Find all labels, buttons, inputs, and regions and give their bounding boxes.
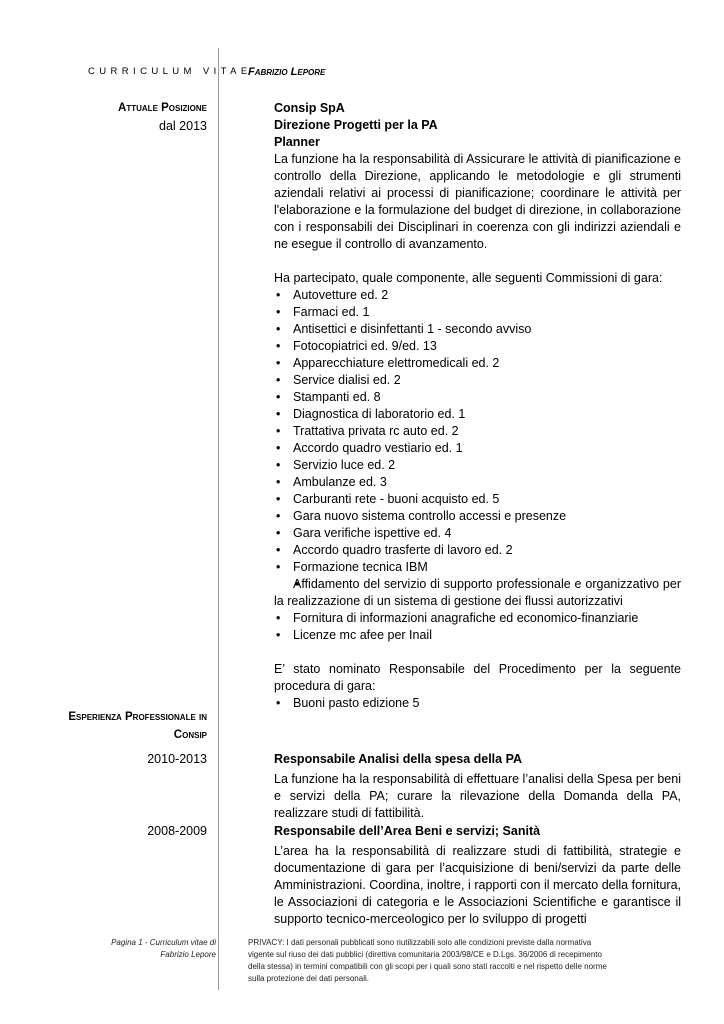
entry-title: Responsabile Analisi della spesa della PA (274, 752, 523, 766)
entry-description: La funzione ha la responsabilità di effettuare l’analisi della Spesa per beni e servizi della PA; curare la rilevazione della Domanda della PA, realizzare studi di fattibilità. (274, 772, 681, 820)
column-divider (218, 48, 219, 990)
current-position-block (274, 100, 681, 712)
list-item: • Carburanti rete - buoni acquisto ed. 5 (274, 491, 681, 508)
list-item: • Fornitura di informazioni anagrafiche ed economico-finanziarie (274, 610, 681, 627)
privacy-notice: PRIVACY: I dati personali pubblicati sono riutilizzabili solo alle condizioni previste dalla normativa vigente sul riuso dei dati pubblici (direttiva comunitaria 2003/98/CE e D.Lgs. 36/2006 di recepimento della stessa) in termini compatibili con gli scopi per i quali sono stati raccolti e nel rispetto delle norme sulla protezione dei dati personali. (248, 938, 607, 983)
list-item: • Trattativa privata rc auto ed. 2 (274, 423, 681, 440)
list-item: • Fotocopiatrici ed. 9/ed. 13 (274, 338, 681, 355)
cv-label: CURRICULUM VITAE (88, 66, 252, 77)
list-item: • Antisettici e disinfettanti 1 - secondo avviso (274, 321, 681, 338)
page-footer-label: Pagina 1 - Curriculum vitae di Fabrizio Lepore (111, 938, 216, 959)
list-item: • Stampanti ed. 8 (274, 389, 681, 406)
experience-entry (274, 823, 681, 928)
experience-label: Esperienza Professionale in Consip (68, 711, 207, 741)
rup-intro: E’ stato nominato Responsabile del Procedimento per la seguente procedura di gara: (274, 662, 681, 693)
entry-description: L’area ha la responsabilità di realizzare studi di fattibilità, strategie e documentazione di gara per l’acquisizione di beni/servizi da parte delle Amministrazioni. Coordina, inoltre, i rapporti con il mercato della fornitura, le Associazioni di categoria e le Associazioni Scientifiche e garantisce il supporto tecnico-merceologico per lo sviluppo di progetti (274, 844, 681, 926)
list-item: • Accordo quadro trasferte di lavoro ed. 2 (274, 542, 681, 559)
list-item: • Servizio luce ed. 2 (274, 457, 681, 474)
entry-period: 2010-2013 (147, 752, 207, 766)
rup-list (274, 695, 681, 712)
list-item: • Licenze mc afee per Inail (274, 627, 681, 644)
list-item: • Buoni pasto edizione 5 (274, 695, 681, 712)
list-item: • Farmaci ed. 1 (274, 304, 681, 321)
company-name: Consip SpA (274, 101, 345, 115)
list-item: • Autovetture ed. 2 (274, 287, 681, 304)
entry-title: Responsabile dell’Area Beni e servizi; Sanità (274, 824, 541, 838)
experience-entry (274, 751, 681, 822)
current-position-label: Attuale Posizione (118, 102, 207, 114)
list-item: • Gara nuovo sistema controllo accessi e presenze (274, 508, 681, 525)
commissions-list (274, 287, 681, 644)
list-item: • Diagnostica di laboratorio ed. 1 (274, 406, 681, 423)
entry-period: 2008-2009 (147, 824, 207, 838)
role-title: Planner (274, 135, 320, 149)
list-item: • Apparecchiature elettromedicali ed. 2 (274, 355, 681, 372)
list-item: • Gara verifiche ispettive ed. 4 (274, 525, 681, 542)
current-period: dal 2013 (159, 119, 207, 133)
department-name: Direzione Progetti per la PA (274, 118, 438, 132)
person-name: Fabrizio Lepore (248, 66, 326, 78)
list-item: • Service dialisi ed. 2 (274, 372, 681, 389)
list-item: • Accordo quadro vestiario ed. 1 (274, 440, 681, 457)
list-item: • Formazione tecnica IBM (274, 559, 681, 576)
commissions-intro: Ha partecipato, quale componente, alle seguenti Commissioni di gara: (274, 271, 663, 285)
list-item: • Affidamento del servizio di supporto professionale e organizzativo per la realizzazione di un sistema di gestione dei flussi autorizzativi (274, 576, 681, 610)
list-item: • Ambulanze ed. 3 (274, 474, 681, 491)
role-description: La funzione ha la responsabilità di Assicurare le attività di pianificazione e controllo della Direzione, applicando le metodologie e gli strumenti aziendali relativi ai processi di pianificazione; coordinare le attività per l'elaborazione e la formulazione del budget di direzione, in collaborazione con i responsabili dei Disciplinari in coerenza con gli indirizzi aziendali e ne esegue il controllo di avanzamento. (274, 152, 681, 251)
